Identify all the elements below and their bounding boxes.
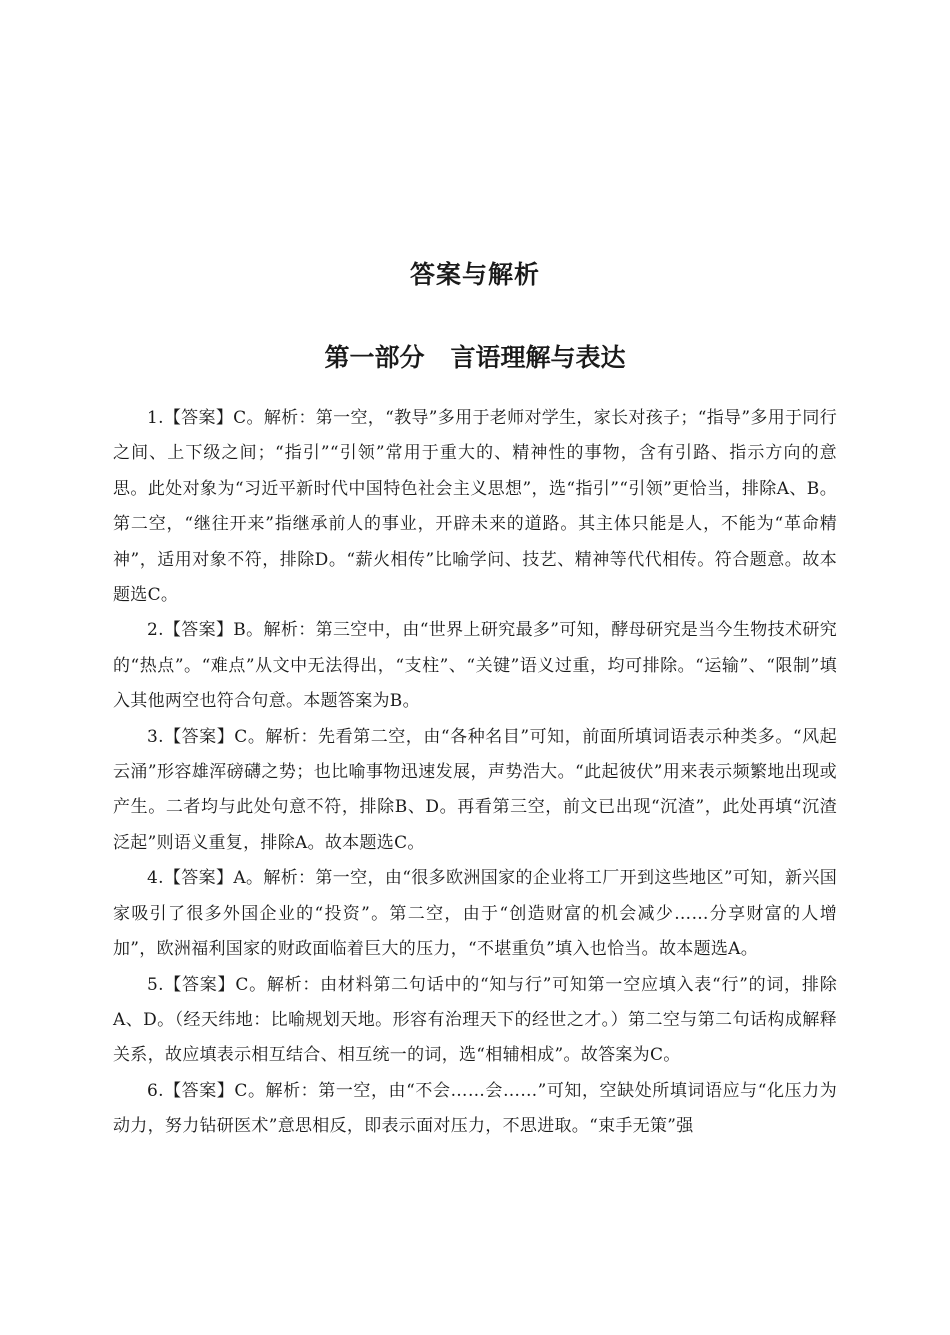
answer-paragraph-6: 6.【答案】C。解析：第一空，由“不会……会……”可知，空缺处所填词语应与“化压力为动力，努力钻研医术”意思相反，即表示面对压力，不思进取。“束手无策”强 (113, 1080, 837, 1137)
page-title: 答案与解析 (409, 260, 540, 289)
answer-paragraph-4: 4.【答案】A。解析：第一空，由“很多欧洲国家的企业将工厂开到这些地区”可知，新兴国家吸引了很多外国企业的“投资”。第二空，由于“创造财富的机会减少……分享财富的人增加”，欧洲福利国家的财政面临着巨大的压力，“不堪重负”填入也恰当。故本题选A。 (113, 868, 837, 960)
answer-paragraph-2: 2.【答案】B。解析：第三空中，由“世界上研究最多”可知，酵母研究是当今生物技术研究的“热点”。“难点”从文中无法得出，“支柱”、“关键”语义过重，均可排除。“运输”、“限制”填入其他两空也符合句意。本题答案为B。 (113, 620, 837, 712)
answer-body (113, 401, 837, 1145)
answer-paragraph-1: 1.【答案】C。解析：第一空，“教导”多用于老师对学生，家长对孩子；“指导”多用于同行之间、上下级之间；“指引”“引领”常用于重大的、精神性的事物，含有引路、指示方向的意思。此处对象为“习近平新时代中国特色社会主义思想”，选“指引”“引领”更恰当，排除A、B。第二空，“继往开来”指继承前人的事业，开辟未来的道路。其主体只能是人，不能为“革命精神”，适用对象不符，排除D。“薪火相传”比喻学问、技艺、精神等代代相传。符合题意。故本题选C。 (113, 408, 837, 606)
section-heading: 第一部分 言语理解与表达 (324, 343, 626, 372)
answer-paragraph-3: 3.【答案】C。解析：先看第二空，由“各种名目”可知，前面所填词语表示种类多。“风起云涌”形容雄浑磅礴之势；也比喻事物迅速发展，声势浩大。“此起彼伏”用来表示频繁地出现或产生。二者均与此处句意不符，排除B、D。再看第三空，前文已出现“沉渣”，此处再填“沉渣泛起”则语义重复，排除A。故本题选C。 (113, 726, 837, 853)
answer-paragraph-5: 5.【答案】C。解析：由材料第二句话中的“知与行”可知第一空应填入表“行”的词，排除A、D。（经天纬地：比喻规划天地。形容有治理天下的经世之才。）第二空与第二句话构成解释关系，故应填表示相互结合、相互统一的词，选“相辅相成”。故答案为C。 (113, 974, 837, 1066)
